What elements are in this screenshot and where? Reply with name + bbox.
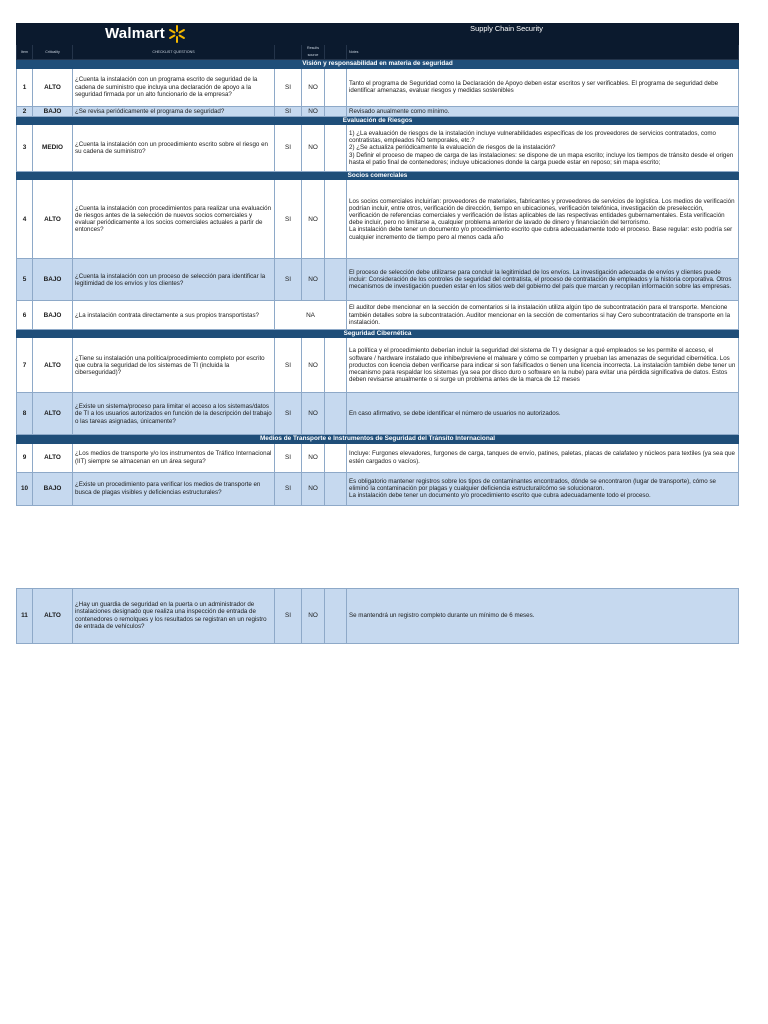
item-number: 5 [17,259,33,301]
answer-yes: SI [275,472,302,505]
answer-blank [325,180,347,259]
spark-icon [168,25,186,43]
risk-level: BAJO [33,472,73,505]
comment-text: Incluye: Furgones elevadores, furgones de carga, tanques de envío, patines, paletas, placas de calafateo y núcleos para textiles (ya sea que estén cargados o vacíos). [347,443,739,472]
col-header: Notes [347,45,739,60]
item-number: 6 [17,301,33,330]
answer-no: NO [302,180,325,259]
risk-level: ALTO [33,68,73,106]
answer-yes: SI [275,443,302,472]
question-text: ¿Existe un sistema/proceso para limitar el acceso a los sistemas/datos de TI a los usuarios autorizados en función de la descripción del trabajo o las tareas asignadas, únicamente? [73,393,275,435]
table-row [17,393,739,435]
col-header: CHECKLIST QUESTIONS [73,45,275,60]
item-number: 7 [17,338,33,393]
answer-yes: SI [275,338,302,393]
answer-blank [325,259,347,301]
section-title: Socios comerciales [17,172,739,180]
answer-no: NO [302,393,325,435]
question-text: ¿Cuenta la instalación con procedimientos para realizar una evaluación de riesgos antes de la selección de nuevos socios comerciales y evaluar periódicamente a los socios comerciales actuales a partir de entonces? [73,180,275,259]
answer-no: NO [302,588,325,643]
question-text: ¿Cuenta la instalación con un proceso de selección para identificar la legitimidad de los envíos y los clientes? [73,259,275,301]
question-text: ¿Existe un procedimiento para verificar los medios de transporte en busca de plagas visibles y deficiencias estructurales? [73,472,275,505]
table-row [17,443,739,472]
question-text: ¿Cuenta la instalación con un procedimiento escrito sobre el riesgo en su cadena de suministro? [73,125,275,172]
risk-level: BAJO [33,106,73,116]
spacer-cell [17,505,739,588]
risk-level: ALTO [33,180,73,259]
col-header [325,45,347,60]
item-number: 10 [17,472,33,505]
answer-yes: SI [275,393,302,435]
item-number: 1 [17,68,33,106]
comment-text: Se mantendrá un registro completo durante un mínimo de 6 meses. [347,588,739,643]
answer-blank [325,443,347,472]
column-header-row [17,45,739,60]
answer-no: NO [302,68,325,106]
answer-blank [325,125,347,172]
comment-text: Es obligatorio mantener registros sobre los tipos de contaminantes encontrados, dónde se encontraron (lugar de transporte), cómo se eliminó la contaminación por plagas y cualquier deficiencia estructural/cómo se solucionaron. La instalación debe tener un documento y/o procedimiento escrito que cubra adecuadamente todo el proceso. [347,472,739,505]
risk-level: ALTO [33,588,73,643]
answer-no: NO [302,472,325,505]
section-header [17,60,739,68]
question-text: ¿Tiene su instalación una política/procedimiento completo por escrito que cubra la seguridad de los sistemas de TI (incluida la ciberseguridad)? [73,338,275,393]
checklist-table [16,23,739,644]
walmart-logo [19,25,272,43]
comment-text: Tanto el programa de Seguridad como la Declaración de Apoyo deben estar escritos y ser verificables. El programa de seguridad debe identificar amenazas, evaluar riesgos y medidas sostenibles [347,68,739,106]
item-number: 11 [17,588,33,643]
checklist-sheet [16,23,738,644]
answer-na: NA [275,301,347,330]
answer-no: NO [302,338,325,393]
question-text: ¿Hay un guardia de seguridad en la puerta o un administrador de instalaciones designado que realiza una inspección de entrada de contenedores o remolques y los resultados se registran en un registro de entrada de vehículos? [73,588,275,643]
comment-text: Revisado anualmente como mínimo. [347,106,739,116]
page-title: Supply Chain Security [275,24,739,45]
table-row [17,106,739,116]
risk-level: MEDIO [33,125,73,172]
comment-text: En caso afirmativo, se debe identificar el número de usuarios no autorizados. [347,393,739,435]
question-text: ¿Cuenta la instalación con un programa escrito de seguridad de la cadena de suministro que incluya una declaración de apoyo a la seguridad firmada por un alto funcionario de la empresa? [73,68,275,106]
logo-cell [17,24,275,45]
question-text: ¿Los medios de transporte y/o los instrumentos de Tráfico Internacional (IIT) siempre se almacenan en un área segura? [73,443,275,472]
answer-yes: SI [275,259,302,301]
answer-yes: SI [275,180,302,259]
section-header [17,172,739,180]
answer-blank [325,472,347,505]
answer-blank [325,68,347,106]
section-header [17,435,739,443]
col-header: Criticality [33,45,73,60]
table-row [17,588,739,643]
table-row [17,68,739,106]
section-title: Visión y responsabilidad en materia de seguridad [17,60,739,68]
answer-yes: SI [275,106,302,116]
answer-blank [325,393,347,435]
answer-no: NO [302,443,325,472]
section-header [17,116,739,124]
col-header: Results source [302,45,325,60]
title-bar [17,24,739,45]
table-row [17,180,739,259]
item-number: 3 [17,125,33,172]
table-row [17,301,739,330]
item-number: 8 [17,393,33,435]
answer-blank [325,588,347,643]
answer-yes: SI [275,68,302,106]
table-row [17,125,739,172]
answer-blank [325,106,347,116]
risk-level: BAJO [33,301,73,330]
table-row [17,472,739,505]
section-title: Seguridad Cibernética [17,330,739,338]
table-row [17,259,739,301]
section-header [17,330,739,338]
risk-level: ALTO [33,338,73,393]
answer-no: NO [302,106,325,116]
answer-blank [325,338,347,393]
section-title: Medios de Transporte e Instrumentos de Seguridad del Tránsito Internacional [17,435,739,443]
comment-text: La política y el procedimiento deberían incluir la seguridad del sistema de TI y designar a qué empleados se les permite el acceso, el software / hardware instalado que inhibe/previene el malware y cómo se comparten y prueban las amenazas de seguridad cibernética. Los productos con licencia deben verificarse para indicar si son falsificados o tienen una licencia incorrecta. La instalación también debe tener un mecanismo para respaldar los sistemas (ya sea por disco duro o software en la nube) para evitar una pérdida significativa de datos. Estos deben revisarse anualmente o si surge un problema antes de la marca de 12 meses [347,338,739,393]
question-text: ¿Se revisa periódicamente el programa de seguridad? [73,106,275,116]
risk-level: ALTO [33,393,73,435]
item-number: 9 [17,443,33,472]
comment-text: Los socios comerciales incluirían: proveedores de materiales, fabricantes y proveedores de servicios de logística. Los medios de verificación podrían incluir, entre otros, verificación de dirección, tiempo en ubicaciones, verificación telefónica, investigación de preselección, verificación de referencias comerciales y verificación de listas aplicables de las respectivas entidades gubernamentales. Esta verificación debe incluir, pero no limitarse a, cualquier problema anterior de lavado de dinero y financiación del terrorismo. La instalación debe tener un documento y/o procedimiento escrito que cubra adecuadamente todo el proceso. Base regular: esto podría ser cualquier incremento de tiempo pero al menos cada año [347,180,739,259]
table-row [17,338,739,393]
col-header [275,45,302,60]
spacer-row [17,505,739,588]
answer-yes: SI [275,588,302,643]
answer-no: NO [302,125,325,172]
answer-no: NO [302,259,325,301]
section-title: Evaluación de Riesgos [17,116,739,124]
item-number: 4 [17,180,33,259]
col-header: Item [17,45,33,60]
risk-level: ALTO [33,443,73,472]
comment-text: El proceso de selección debe utilizarse para concluir la legitimidad de los envíos. La investigación adecuada de envíos y clientes puede incluir: Consideración de los controles de seguridad del contratista, el proceso de contratación de empleados y la historia corporativa. Otros mecanismos de investigación pueden estar en los sitios web del gobierno del país que marcan y recopilan información sobre las empresas. [347,259,739,301]
logo-text: Walmart [104,25,166,43]
comment-text: El auditor debe mencionar en la sección de comentarios si la instalación utiliza algún tipo de subcontratación para el transporte. Mencione también detalles sobre la subcontratación. Auditor mencionar en la sección de comentarios si hay Cero subcontratación de transporte en la instalación. [347,301,739,330]
risk-level: BAJO [33,259,73,301]
question-text: ¿La instalación contrata directamente a sus propios transportistas? [73,301,275,330]
item-number: 2 [17,106,33,116]
comment-text: 1) ¿La evaluación de riesgos de la instalación incluye vulnerabilidades específicas de los proveedores de servicios contratados, como contratistas, empleados NO temporales, etc.? 2) ¿Se actualiza periódicamente la evaluación de riesgos de la instalación? 3) Definir el proceso de mapeo de carga de las instalaciones: se dispone de un mapa escrito; incluye los tiempos de tránsito desde el origen hasta el patio final de contenedores; incluye ubicaciones donde la carga puede estar en reposo; sin mapa escrito; [347,125,739,172]
answer-yes: SI [275,125,302,172]
